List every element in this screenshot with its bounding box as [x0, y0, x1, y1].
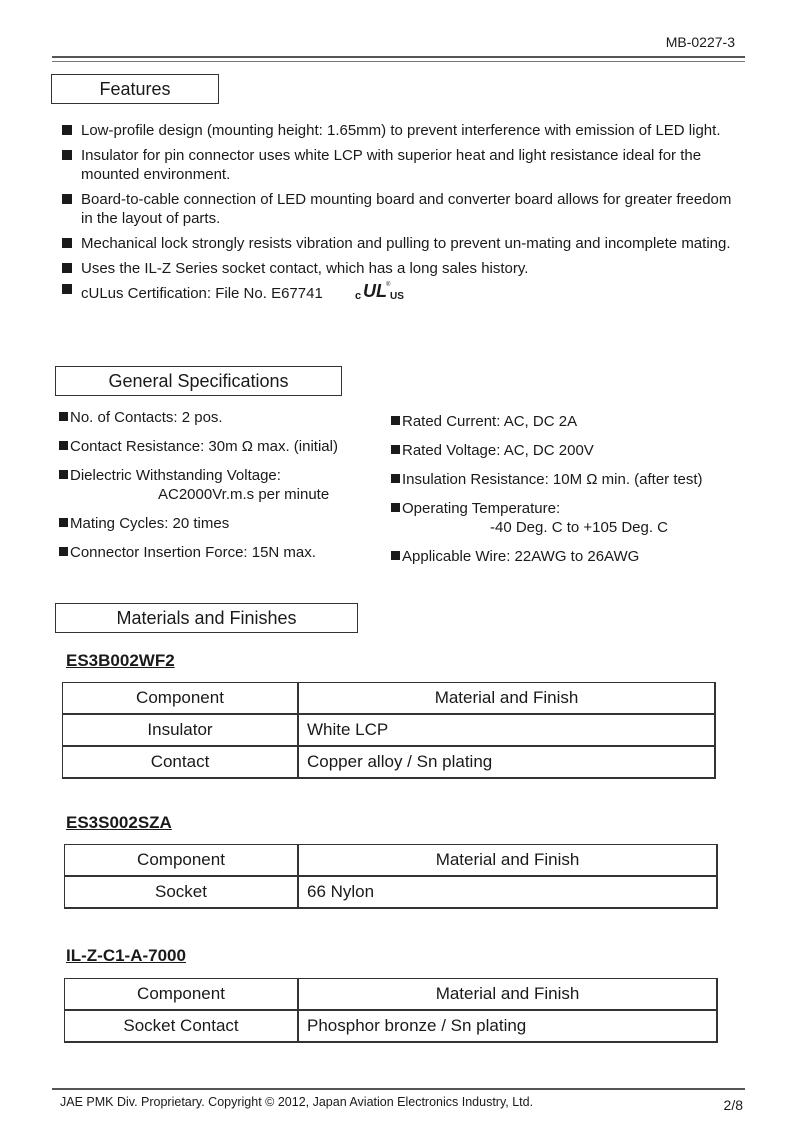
bullet-square-icon [59, 441, 68, 450]
spec-item: Dielectric Withstanding Voltage: AC2000Vr.m.s per minute [59, 466, 379, 504]
spec-item: Applicable Wire: 22AWG to 26AWG [391, 547, 751, 566]
features-heading: Features [51, 74, 219, 104]
feature-item: cULus Certification: File No. E67741 c UL US ® [60, 280, 740, 307]
copyright-notice: JAE PMK Div. Proprietary. Copyright © 2012, Japan Aviation Electronics Industry, Ltd. [60, 1095, 534, 1109]
header-rule-thin [52, 61, 745, 62]
column-header-material: Material and Finish [298, 845, 717, 877]
column-header-component: Component [65, 845, 299, 877]
spec-item: No. of Contacts: 2 pos. [59, 408, 379, 427]
spec-item: Mating Cycles: 20 times [59, 514, 379, 533]
document-number: MB-0227-3 [665, 34, 735, 50]
footer-rule [52, 1088, 745, 1090]
bullet-square-icon [391, 445, 400, 454]
svg-text:®: ® [385, 282, 391, 288]
component-cell: Insulator [63, 714, 299, 746]
spec-item: Insulation Resistance: 10M Ω min. (after test) [391, 470, 751, 489]
specs-left-column [59, 408, 379, 572]
component-cell: Contact [63, 746, 299, 778]
spec-item: Connector Insertion Force: 15N max. [59, 543, 379, 562]
feature-item: Insulator for pin connector uses white LCP with superior heat and light resistance ideal for the mounted environment. [60, 146, 740, 184]
general-specifications-heading: General Specifications [55, 366, 342, 396]
svg-text:US: US [389, 291, 404, 302]
feature-item: Mechanical lock strongly resists vibration and pulling to prevent un-mating and incomplete mating. [60, 234, 740, 253]
table-header-row [63, 683, 716, 715]
bullet-square-icon [62, 284, 72, 294]
materials-table [64, 978, 718, 1043]
bullet-square-icon [59, 518, 68, 527]
bullet-square-icon [391, 551, 400, 560]
part-number-title: ES3B002WF2 [66, 651, 175, 670]
bullet-square-icon [62, 125, 72, 135]
table-header-row [65, 979, 718, 1011]
spec-item: Rated Current: AC, DC 2A [391, 412, 751, 431]
column-header-component: Component [63, 683, 299, 715]
bullet-square-icon [62, 150, 72, 160]
bullet-square-icon [391, 416, 400, 425]
part-number-title: ES3S002SZA [66, 813, 172, 832]
spec-item: Contact Resistance: 30m Ω max. (initial) [59, 437, 379, 456]
specs-right-column [391, 412, 751, 576]
bullet-square-icon [62, 238, 72, 248]
material-cell: Phosphor bronze / Sn plating [298, 1010, 717, 1042]
bullet-square-icon [391, 503, 400, 512]
bullet-square-icon [391, 474, 400, 483]
feature-item: Low-profile design (mounting height: 1.65mm) to prevent interference with emission of LED light. [60, 121, 740, 140]
svg-text:UL: UL [362, 281, 387, 301]
bullet-square-icon [59, 470, 68, 479]
table-row [65, 1010, 718, 1042]
column-header-material: Material and Finish [298, 979, 717, 1011]
column-header-component: Component [65, 979, 299, 1011]
materials-table [62, 682, 716, 779]
materials-table [64, 844, 718, 909]
material-cell: White LCP [298, 714, 715, 746]
feature-item: Uses the IL-Z Series socket contact, which has a long sales history. [60, 259, 740, 278]
bullet-square-icon [62, 194, 72, 204]
features-list [60, 121, 740, 313]
spec-item: Operating Temperature: -40 Deg. C to +105 Deg. C [391, 499, 751, 537]
bullet-square-icon [59, 412, 68, 421]
table-row [63, 746, 716, 778]
page-number: 2/8 [723, 1097, 743, 1113]
column-header-material: Material and Finish [298, 683, 715, 715]
part-number-title: IL-Z-C1-A-7000 [66, 946, 186, 965]
material-cell: 66 Nylon [298, 876, 717, 908]
header-rule [52, 56, 745, 58]
materials-heading: Materials and Finishes [55, 603, 358, 633]
table-row [63, 714, 716, 746]
component-cell: Socket [65, 876, 299, 908]
spec-item: Rated Voltage: AC, DC 200V [391, 441, 751, 460]
material-cell: Copper alloy / Sn plating [298, 746, 715, 778]
culus-certification-logo [353, 280, 407, 307]
bullet-square-icon [62, 263, 72, 273]
feature-item: Board-to-cable connection of LED mounting board and converter board allows for greater freedom in the layout of parts. [60, 190, 740, 228]
table-header-row [65, 845, 718, 877]
bullet-square-icon [59, 547, 68, 556]
component-cell: Socket Contact [65, 1010, 299, 1042]
table-row [65, 876, 718, 908]
svg-text:c: c [354, 290, 362, 302]
